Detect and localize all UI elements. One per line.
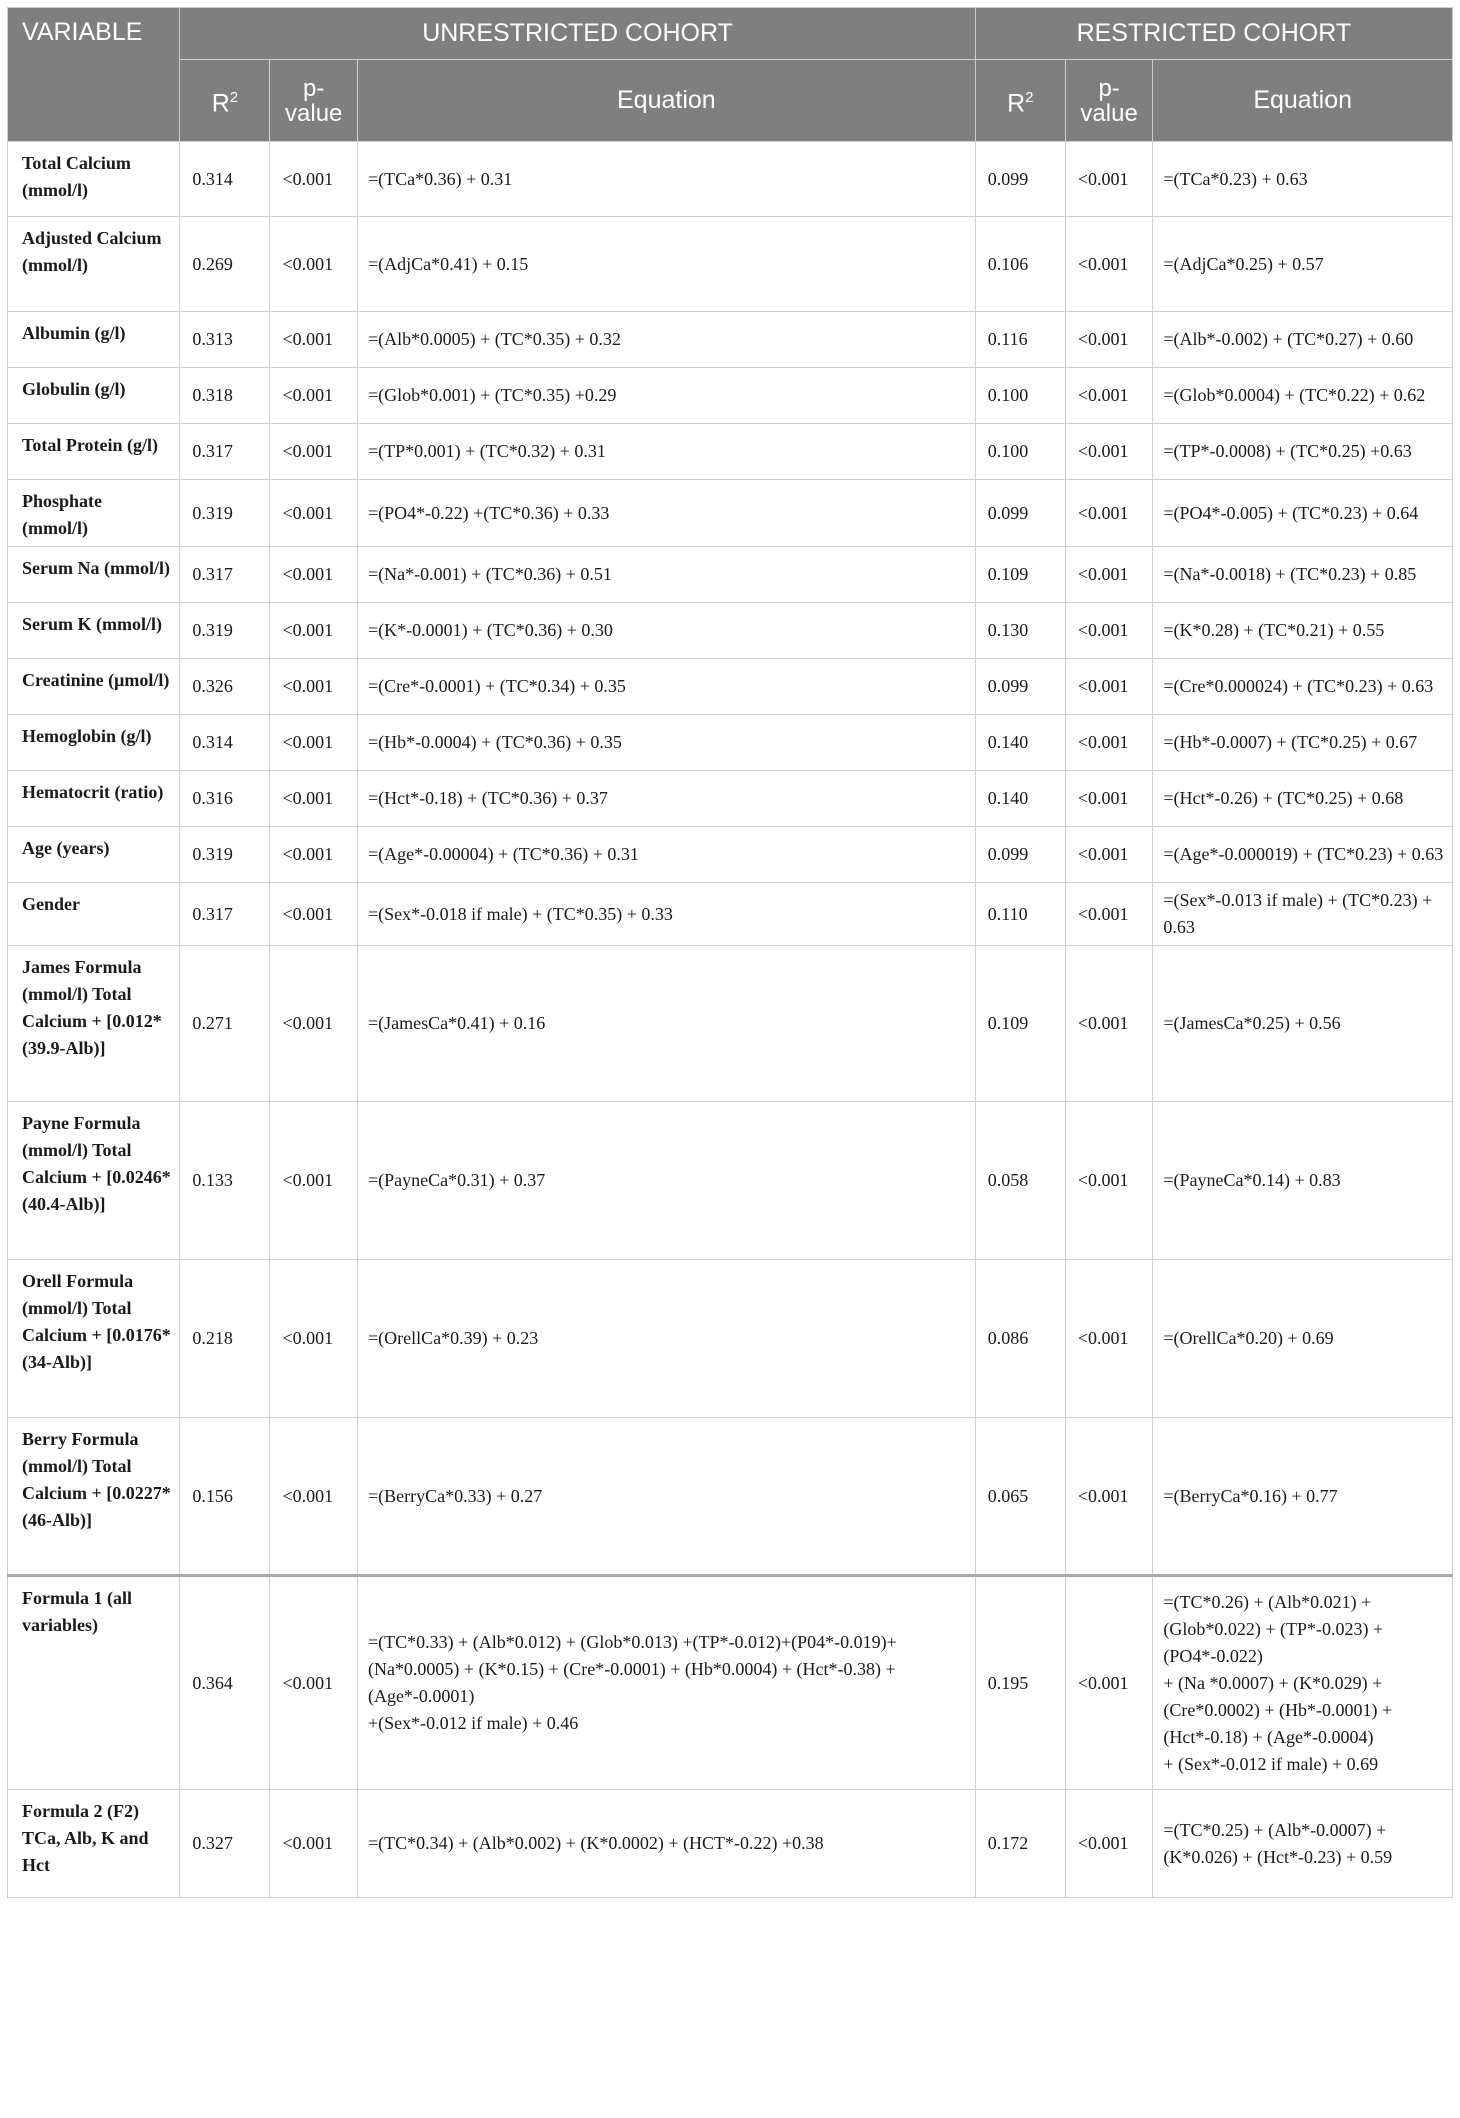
equation-line: (Age*-0.0001)	[367, 1686, 475, 1706]
restricted-r2-cell: 0.100	[975, 424, 1065, 480]
restricted-equation-cell: =(BerryCa*0.16) + 0.77	[1153, 1418, 1453, 1576]
table-row	[8, 946, 1453, 1102]
unrestricted-r2-cell: 0.326	[180, 659, 270, 715]
unrestricted-pvalue-cell: <0.001	[270, 368, 357, 424]
table-row	[8, 424, 1453, 480]
restricted-equation-cell: =(Glob*0.0004) + (TC*0.22) + 0.62	[1153, 368, 1453, 424]
restricted-equation-cell: =(PayneCa*0.14) + 0.83	[1153, 1102, 1453, 1260]
variable-cell: Gender	[8, 883, 180, 946]
unrestricted-r2-cell: 0.317	[180, 547, 270, 603]
table-row	[8, 715, 1453, 771]
unrestricted-pvalue-cell: <0.001	[270, 1102, 357, 1260]
table-header	[8, 8, 1453, 142]
unrestricted-equation-cell	[357, 1576, 975, 1790]
unrestricted-pvalue-cell: <0.001	[270, 883, 357, 946]
restricted-pvalue-cell: <0.001	[1065, 771, 1152, 827]
restricted-pvalue-cell: <0.001	[1065, 547, 1152, 603]
unrestricted-pvalue-cell: <0.001	[270, 312, 357, 368]
restricted-equation-cell: =(JamesCa*0.25) + 0.56	[1153, 946, 1453, 1102]
restricted-pvalue-cell: <0.001	[1065, 1576, 1152, 1790]
restricted-r2-cell: 0.130	[975, 603, 1065, 659]
unrestricted-equation-cell: =(Glob*0.001) + (TC*0.35) +0.29	[357, 368, 975, 424]
restricted-r2-cell: 0.106	[975, 217, 1065, 312]
restricted-pvalue-header: p- value	[1065, 60, 1152, 142]
restricted-pvalue-cell: <0.001	[1065, 424, 1152, 480]
table-row	[8, 547, 1453, 603]
variable-cell: Serum K (mmol/l)	[8, 603, 180, 659]
restricted-equation-header: Equation	[1153, 60, 1453, 142]
unrestricted-pvalue-cell: <0.001	[270, 603, 357, 659]
unrestricted-equation-cell: =(Hb*-0.0004) + (TC*0.36) + 0.35	[357, 715, 975, 771]
unrestricted-pvalue-cell: <0.001	[270, 480, 357, 547]
unrestricted-cohort-header: UNRESTRICTED COHORT	[180, 8, 975, 60]
restricted-equation-cell	[1153, 1576, 1453, 1790]
equation-line: (Glob*0.022) + (TP*-0.023) +	[1163, 1618, 1384, 1639]
restricted-pvalue-cell: <0.001	[1065, 1102, 1152, 1260]
unrestricted-equation-cell: =(TP*0.001) + (TC*0.32) + 0.31	[357, 424, 975, 480]
restricted-equation-cell: =(Hct*-0.26) + (TC*0.25) + 0.68	[1153, 771, 1453, 827]
unrestricted-equation-cell: =(JamesCa*0.41) + 0.16	[357, 946, 975, 1102]
table-row	[8, 1790, 1453, 1898]
table-body	[8, 142, 1453, 1898]
unrestricted-r2-cell: 0.313	[180, 312, 270, 368]
unrestricted-pvalue-cell: <0.001	[270, 659, 357, 715]
unrestricted-r2-cell: 0.317	[180, 424, 270, 480]
restricted-pvalue-cell: <0.001	[1065, 883, 1152, 946]
restricted-r2-cell: 0.065	[975, 1418, 1065, 1576]
restricted-r2-cell: 0.195	[975, 1576, 1065, 1790]
variable-cell: Serum Na (mmol/l)	[8, 547, 180, 603]
table-row	[8, 368, 1453, 424]
unrestricted-equation-cell: =(Sex*-0.018 if male) + (TC*0.35) + 0.33	[357, 883, 975, 946]
unrestricted-equation-cell: =(PO4*-0.22) +(TC*0.36) + 0.33	[357, 480, 975, 547]
variable-cell: Age (years)	[8, 827, 180, 883]
variable-cell: Creatinine (μmol/l)	[8, 659, 180, 715]
restricted-pvalue-cell: <0.001	[1065, 946, 1152, 1102]
restricted-equation-cell: =(TCa*0.23) + 0.63	[1153, 142, 1453, 217]
restricted-pvalue-cell: <0.001	[1065, 217, 1152, 312]
unrestricted-equation-cell: =(OrellCa*0.39) + 0.23	[357, 1260, 975, 1418]
table-row	[8, 827, 1453, 883]
unrestricted-pvalue-cell: <0.001	[270, 715, 357, 771]
unrestricted-pvalue-cell: <0.001	[270, 946, 357, 1102]
restricted-equation-cell: =(TC*0.25) + (Alb*-0.0007) + (K*0.026) + (Hct*-0.23) + 0.59	[1153, 1790, 1453, 1898]
unrestricted-pvalue-cell: <0.001	[270, 827, 357, 883]
table-row	[8, 142, 1453, 217]
restricted-r2-header: $R^2$	[975, 60, 1065, 142]
variable-cell: Albumin (g/l)	[8, 312, 180, 368]
table-row	[8, 312, 1453, 368]
variable-cell: Globulin (g/l)	[8, 368, 180, 424]
unrestricted-equation-cell: =(TCa*0.36) + 0.31	[357, 142, 975, 217]
equation-line: =(TC*0.26) + (Alb*0.021) +	[1163, 1591, 1372, 1612]
restricted-r2-cell: 0.058	[975, 1102, 1065, 1260]
restricted-r2-cell: 0.099	[975, 659, 1065, 715]
restricted-pvalue-cell: <0.001	[1065, 715, 1152, 771]
restricted-equation-cell: =(Alb*-0.002) + (TC*0.27) + 0.60	[1153, 312, 1453, 368]
variable-cell: Total Protein (g/l)	[8, 424, 180, 480]
restricted-pvalue-cell: <0.001	[1065, 827, 1152, 883]
equation-line: (Na*0.0005) + (K*0.15) + (Cre*-0.0001) + (Hb*0.0004) + (Hct*-0.38) +	[367, 1659, 896, 1679]
restricted-equation-cell: =(OrellCa*0.20) + 0.69	[1153, 1260, 1453, 1418]
unrestricted-pvalue-cell: <0.001	[270, 142, 357, 217]
unrestricted-pvalue-cell: <0.001	[270, 1260, 357, 1418]
unrestricted-r2-cell: 0.319	[180, 480, 270, 547]
restricted-r2-cell: 0.099	[975, 480, 1065, 547]
restricted-r2-cell: 0.172	[975, 1790, 1065, 1898]
unrestricted-r2-cell: 0.327	[180, 1790, 270, 1898]
regression-table	[7, 7, 1453, 1898]
unrestricted-pvalue-cell: <0.001	[270, 424, 357, 480]
table-row	[8, 1260, 1453, 1418]
restricted-equation-cell: =(Sex*-0.013 if male) + (TC*0.23) + 0.63	[1153, 883, 1453, 946]
unrestricted-r2-cell: 0.319	[180, 603, 270, 659]
variable-cell: Total Calcium (mmol/l)	[8, 142, 180, 217]
variable-cell: Berry Formula (mmol/l) Total Calcium + [0.0227*(46-Alb)]	[8, 1418, 180, 1576]
unrestricted-pvalue-cell: <0.001	[270, 1576, 357, 1790]
equation-line: + (Sex*-0.012 if male) + 0.69	[1163, 1753, 1379, 1774]
unrestricted-equation-cell: =(Hct*-0.18) + (TC*0.36) + 0.37	[357, 771, 975, 827]
restricted-equation-cell: =(TP*-0.0008) + (TC*0.25) +0.63	[1153, 424, 1453, 480]
unrestricted-r2-cell: 0.218	[180, 1260, 270, 1418]
restricted-pvalue-cell: <0.001	[1065, 603, 1152, 659]
unrestricted-r2-cell: 0.314	[180, 142, 270, 217]
unrestricted-pvalue-header: p- value	[270, 60, 357, 142]
restricted-pvalue-cell: <0.001	[1065, 1790, 1152, 1898]
equation-line: =(TC*0.33) + (Alb*0.012) + (Glob*0.013) +(TP*-0.012)+(P04*-0.019)+	[367, 1632, 897, 1652]
restricted-equation-cell: =(PO4*-0.005) + (TC*0.23) + 0.64	[1153, 480, 1453, 547]
restricted-r2-cell: 0.116	[975, 312, 1065, 368]
table-row	[8, 217, 1453, 312]
restricted-r2-cell: 0.140	[975, 771, 1065, 827]
equation-line: (Hct*-0.18) + (Age*-0.0004)	[1163, 1726, 1374, 1747]
unrestricted-pvalue-cell: <0.001	[270, 217, 357, 312]
unrestricted-equation-cell: =(K*-0.0001) + (TC*0.36) + 0.30	[357, 603, 975, 659]
unrestricted-equation-cell: =(PayneCa*0.31) + 0.37	[357, 1102, 975, 1260]
unrestricted-equation-cell: =(AdjCa*0.41) + 0.15	[357, 217, 975, 312]
restricted-pvalue-cell: <0.001	[1065, 1260, 1152, 1418]
variable-cell: Formula 1 (all variables)	[8, 1576, 180, 1790]
unrestricted-equation-header: Equation	[357, 60, 975, 142]
restricted-r2-cell: 0.100	[975, 368, 1065, 424]
variable-cell: James Formula (mmol/l) Total Calcium + [0.012*(39.9-Alb)]	[8, 946, 180, 1102]
unrestricted-equation-cell: =(BerryCa*0.33) + 0.27	[357, 1418, 975, 1576]
unrestricted-equation-cell: =(TC*0.34) + (Alb*0.002) + (K*0.0002) + (HCT*-0.22) +0.38	[357, 1790, 975, 1898]
restricted-pvalue-cell: <0.001	[1065, 312, 1152, 368]
variable-cell: Phosphate (mmol/l)	[8, 480, 180, 547]
unrestricted-r2-header: $R^2$	[180, 60, 270, 142]
restricted-pvalue-cell: <0.001	[1065, 1418, 1152, 1576]
variable-cell: Formula 2 (F2) TCa, Alb, K and Hct	[8, 1790, 180, 1898]
table-row	[8, 771, 1453, 827]
restricted-r2-cell: 0.086	[975, 1260, 1065, 1418]
unrestricted-equation-cell: =(Cre*-0.0001) + (TC*0.34) + 0.35	[357, 659, 975, 715]
variable-cell: Orell Formula (mmol/l) Total Calcium + [0.0176*(34-Alb)]	[8, 1260, 180, 1418]
table-row	[8, 603, 1453, 659]
variable-header: VARIABLE	[8, 8, 180, 142]
table-row	[8, 1576, 1453, 1790]
table-row	[8, 1418, 1453, 1576]
equation-line: + (Na *0.0007) + (K*0.029) +	[1163, 1672, 1383, 1693]
unrestricted-pvalue-cell: <0.001	[270, 1418, 357, 1576]
restricted-r2-cell: 0.140	[975, 715, 1065, 771]
restricted-pvalue-cell: <0.001	[1065, 368, 1152, 424]
restricted-equation-cell: =(Na*-0.0018) + (TC*0.23) + 0.85	[1153, 547, 1453, 603]
restricted-equation-cell: =(Hb*-0.0007) + (TC*0.25) + 0.67	[1153, 715, 1453, 771]
restricted-equation-cell: =(K*0.28) + (TC*0.21) + 0.55	[1153, 603, 1453, 659]
variable-cell: Hematocrit (ratio)	[8, 771, 180, 827]
unrestricted-equation-cell: =(Age*-0.00004) + (TC*0.36) + 0.31	[357, 827, 975, 883]
unrestricted-r2-cell: 0.269	[180, 217, 270, 312]
equation-line: (PO4*-0.022)	[1163, 1645, 1263, 1666]
unrestricted-equation-cell: =(Alb*0.0005) + (TC*0.35) + 0.32	[357, 312, 975, 368]
unrestricted-r2-cell: 0.317	[180, 883, 270, 946]
unrestricted-pvalue-cell: <0.001	[270, 771, 357, 827]
unrestricted-r2-cell: 0.318	[180, 368, 270, 424]
restricted-equation-cell: =(AdjCa*0.25) + 0.57	[1153, 217, 1453, 312]
variable-cell: Hemoglobin (g/l)	[8, 715, 180, 771]
unrestricted-pvalue-cell: <0.001	[270, 1790, 357, 1898]
restricted-cohort-header: RESTRICTED COHORT	[975, 8, 1452, 60]
unrestricted-equation-cell: =(Na*-0.001) + (TC*0.36) + 0.51	[357, 547, 975, 603]
unrestricted-r2-cell: 0.314	[180, 715, 270, 771]
unrestricted-pvalue-cell: <0.001	[270, 547, 357, 603]
unrestricted-r2-cell: 0.133	[180, 1102, 270, 1260]
restricted-r2-cell: 0.099	[975, 827, 1065, 883]
table-row	[8, 1102, 1453, 1260]
unrestricted-r2-cell: 0.156	[180, 1418, 270, 1576]
table-row	[8, 659, 1453, 715]
restricted-r2-cell: 0.109	[975, 946, 1065, 1102]
table-row	[8, 883, 1453, 946]
unrestricted-r2-cell: 0.364	[180, 1576, 270, 1790]
restricted-equation-cell: =(Cre*0.000024) + (TC*0.23) + 0.63	[1153, 659, 1453, 715]
table-row	[8, 480, 1453, 547]
unrestricted-r2-cell: 0.316	[180, 771, 270, 827]
restricted-pvalue-cell: <0.001	[1065, 142, 1152, 217]
variable-cell: Adjusted Calcium (mmol/l)	[8, 217, 180, 312]
variable-cell: Payne Formula (mmol/l) Total Calcium + [0.0246*(40.4-Alb)]	[8, 1102, 180, 1260]
equation-line: (Cre*0.0002) + (Hb*-0.0001) +	[1163, 1699, 1393, 1720]
unrestricted-r2-cell: 0.319	[180, 827, 270, 883]
equation-line: +(Sex*-0.012 if male) + 0.46	[367, 1713, 579, 1733]
restricted-r2-cell: 0.110	[975, 883, 1065, 946]
restricted-pvalue-cell: <0.001	[1065, 659, 1152, 715]
restricted-r2-cell: 0.109	[975, 547, 1065, 603]
restricted-pvalue-cell: <0.001	[1065, 480, 1152, 547]
unrestricted-r2-cell: 0.271	[180, 946, 270, 1102]
restricted-r2-cell: 0.099	[975, 142, 1065, 217]
restricted-equation-cell: =(Age*-0.000019) + (TC*0.23) + 0.63	[1153, 827, 1453, 883]
